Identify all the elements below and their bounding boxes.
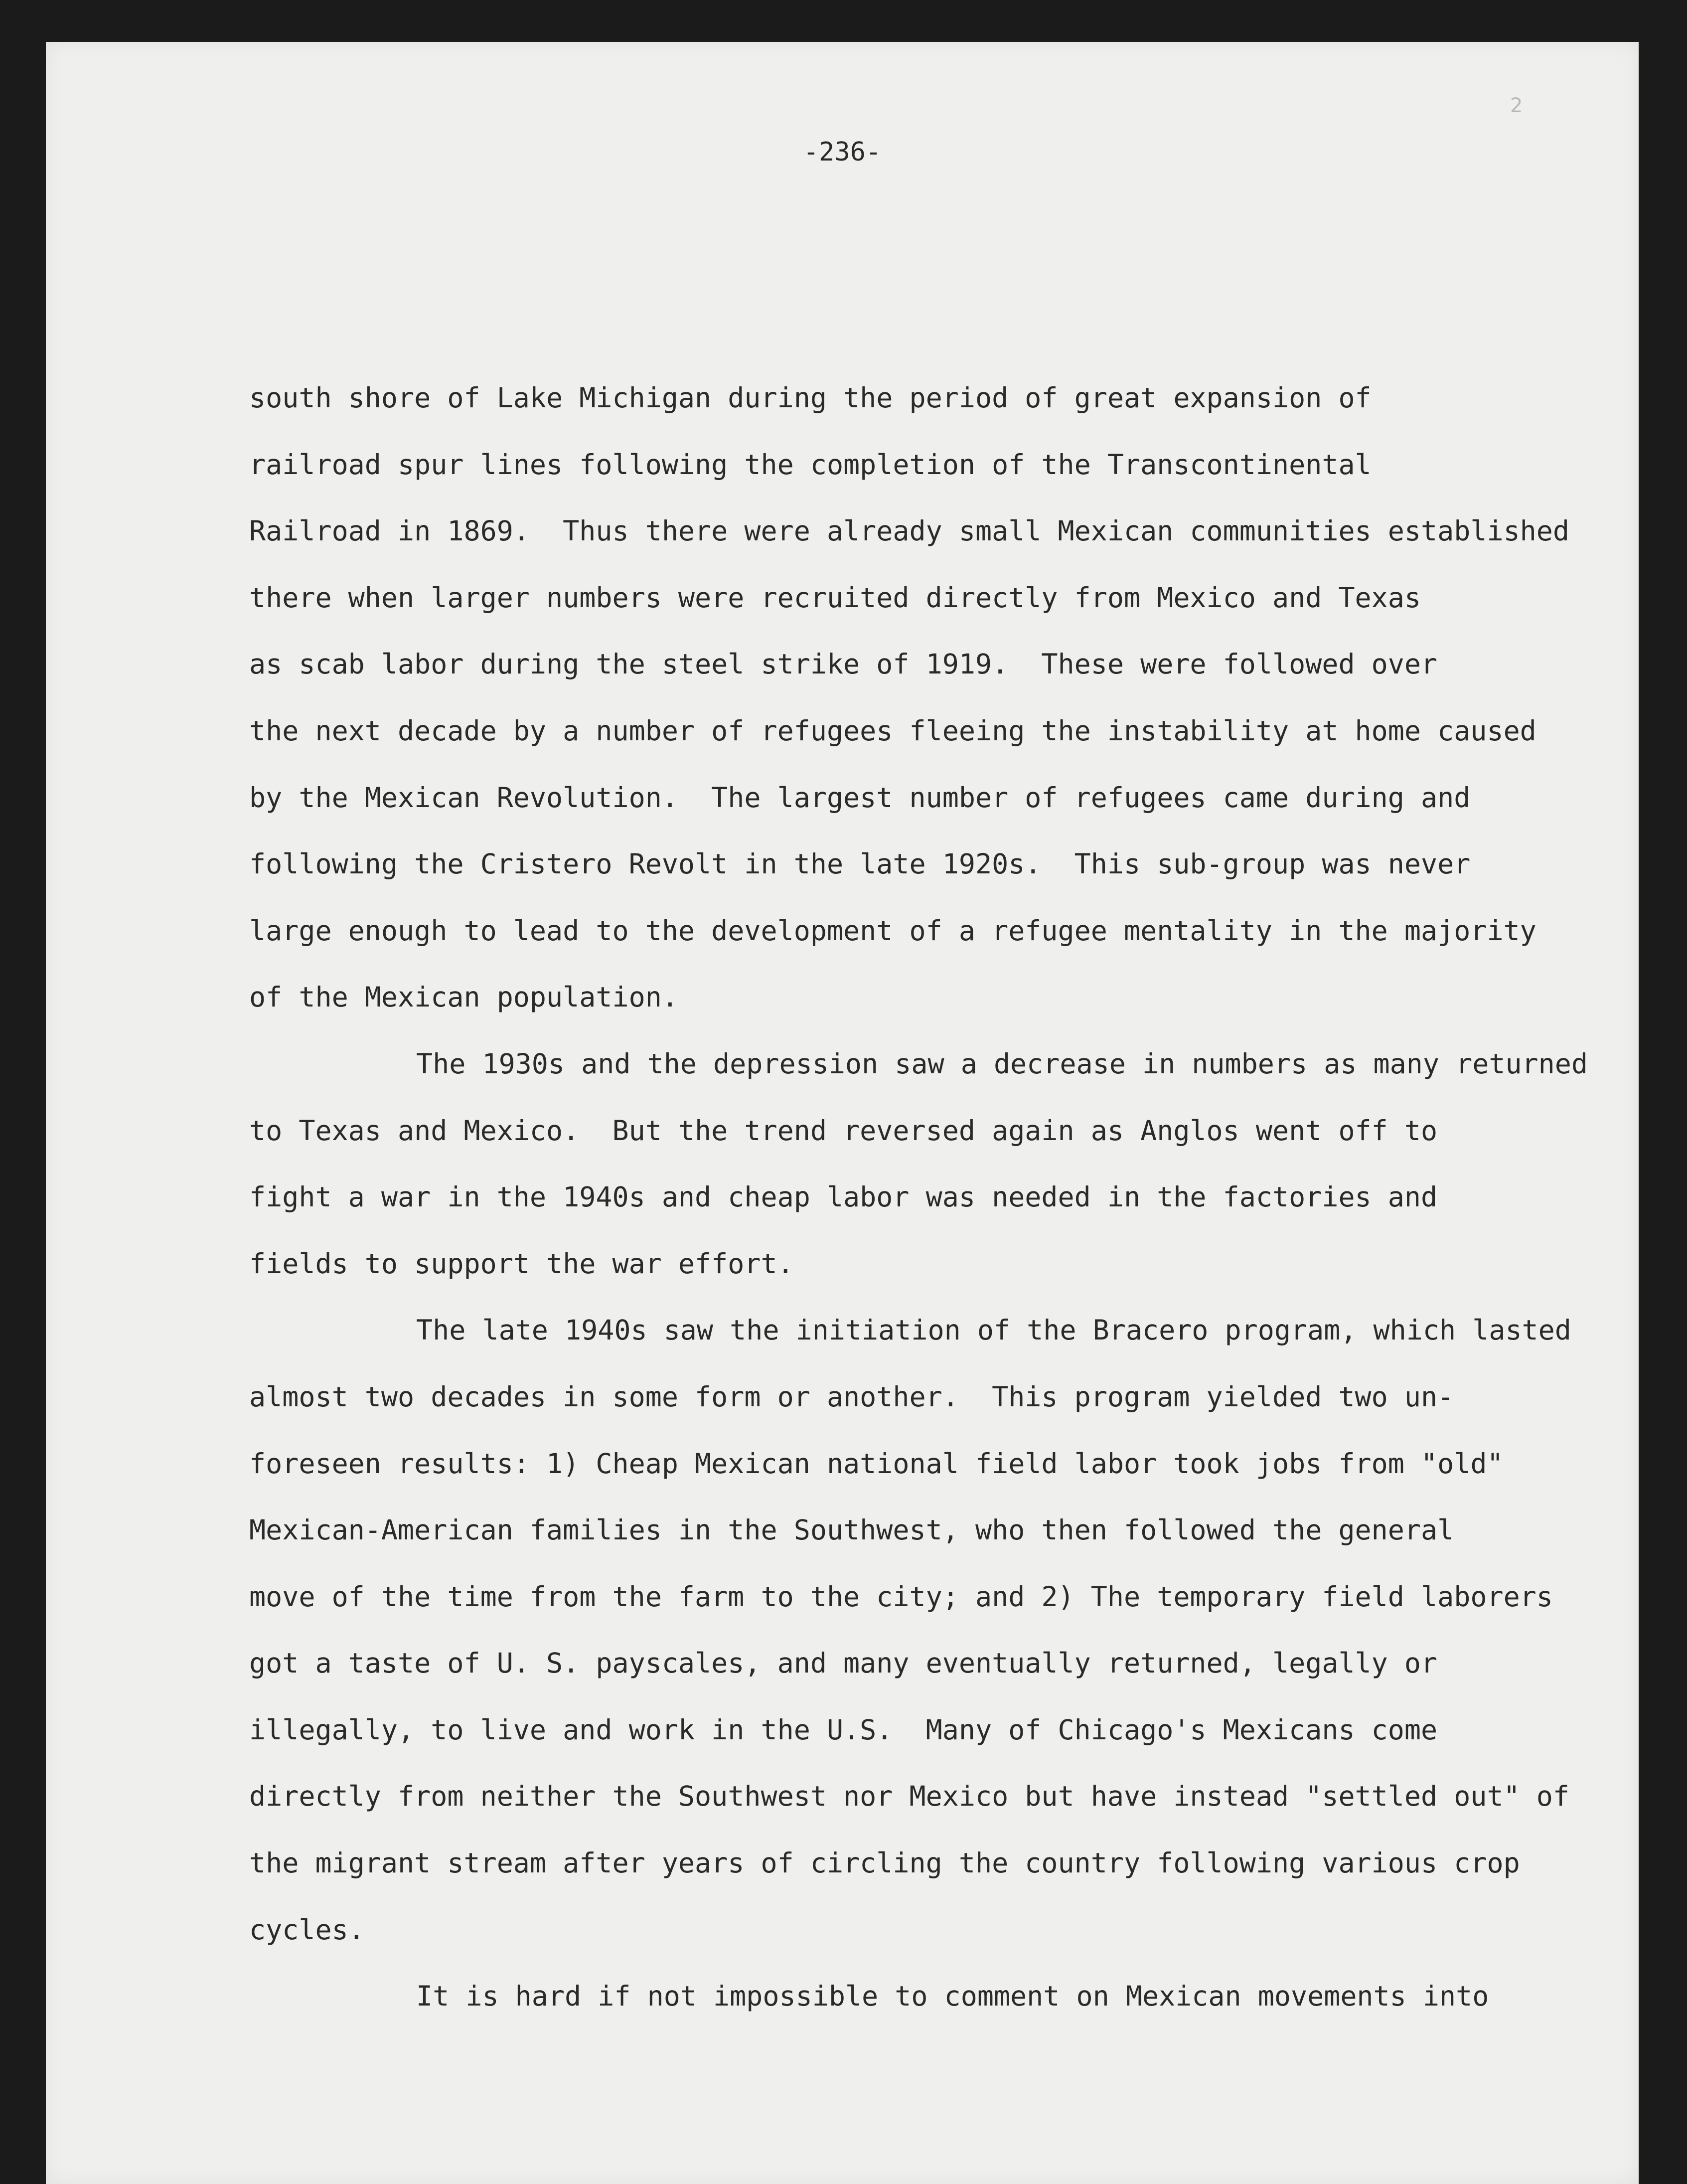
text-line: south shore of Lake Michigan during the period of great expansion of xyxy=(249,382,1372,414)
paragraph-first-line: The 1930s and the depression saw a decrease in numbers as many returned xyxy=(416,1047,1588,1080)
text-line: there when larger numbers were recruited directly from Mexico and Texas xyxy=(249,581,1421,614)
paragraph-first-line: It is hard if not impossible to comment on Mexican movements into xyxy=(416,1980,1489,2013)
text-line: cycles. xyxy=(249,1913,365,1946)
paper-sheet xyxy=(46,42,1639,2184)
text-line: following the Cristero Revolt in the late 1920s. This sub-group was never xyxy=(249,848,1471,880)
text-line: foreseen results: 1) Cheap Mexican national field labor took jobs from "old" xyxy=(249,1447,1504,1480)
text-line: Railroad in 1869. Thus there were already small Mexican communities established xyxy=(249,515,1570,547)
text-line: almost two decades in some form or another. This program yielded two un- xyxy=(249,1380,1454,1413)
text-line: Mexican-American families in the Southwest, who then followed the general xyxy=(249,1514,1454,1546)
text-line: the migrant stream after years of circling the country following various crop xyxy=(249,1847,1520,1879)
text-line: fight a war in the 1940s and cheap labor was needed in the factories and xyxy=(249,1181,1438,1213)
page-number: -236- xyxy=(803,137,882,167)
corner-pencil-mark: 2 xyxy=(1510,94,1523,117)
text-line: move of the time from the farm to the city; and 2) The temporary field laborers xyxy=(249,1580,1553,1613)
text-line: the next decade by a number of refugees fleeing the instability at home caused xyxy=(249,714,1536,747)
text-line: fields to support the war effort. xyxy=(249,1247,794,1280)
text-line: directly from neither the Southwest nor Mexico but have instead "settled out" of xyxy=(249,1780,1570,1813)
text-line: large enough to lead to the development of a refugee mentality in the majority xyxy=(249,914,1536,947)
text-line: by the Mexican Revolution. The largest number of refugees came during and xyxy=(249,781,1471,814)
text-line: illegally, to live and work in the U.S. Many of Chicago's Mexicans come xyxy=(249,1713,1438,1746)
paragraph-first-line: The late 1940s saw the initiation of the Bracero program, which lasted xyxy=(416,1314,1571,1346)
text-line: railroad spur lines following the completion of the Transcontinental xyxy=(249,448,1372,481)
text-line: of the Mexican population. xyxy=(249,981,678,1013)
text-line: to Texas and Mexico. But the trend reversed again as Anglos went off to xyxy=(249,1114,1438,1147)
body-text xyxy=(249,365,1655,2030)
text-line: got a taste of U. S. payscales, and many eventually returned, legally or xyxy=(249,1647,1438,1680)
text-line: as scab labor during the steel strike of 1919. These were followed over xyxy=(249,648,1438,680)
